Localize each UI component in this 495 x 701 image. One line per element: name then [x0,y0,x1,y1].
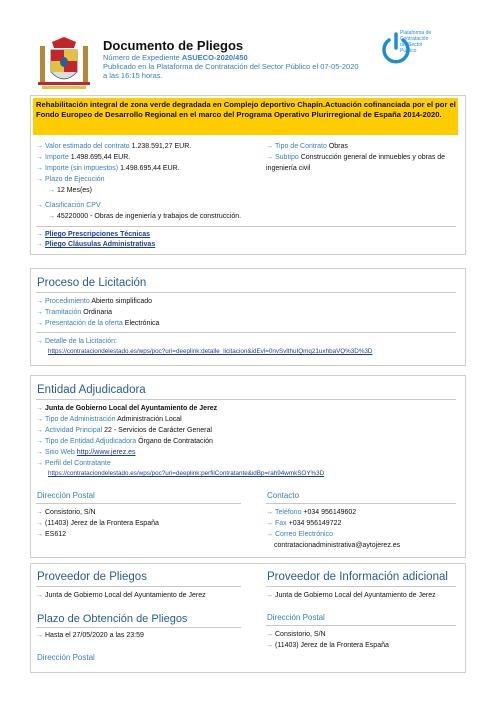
expediente-prefix: Número de Expediente [103,53,182,62]
info-nombre-row: → Junta de Gobierno Local del Ayuntamiento de Jerez [266,592,436,599]
direccion-row-1: → Consistorio, S/N [36,509,96,516]
plazo-obtencion-title: Plazo de Obtención de Pliegos [37,613,188,625]
coat-of-arms-logo [38,36,90,92]
divider [36,332,456,333]
arrow-icon: → [36,202,43,209]
info-direccion-row-2: → (11403) Jerez de la Frontera España [266,642,389,649]
platform-logo-text-2: Contratación [400,36,429,42]
correo-value: contratacionadministrativa@aytojerez.es [274,542,401,549]
pliego-tecnicas-link[interactable]: Pliego Prescripciones Técnicas [45,231,151,238]
arrow-icon: → [36,509,43,516]
arrow-icon: → [36,405,43,412]
platform-logo-text-4: Público [400,48,417,54]
tramitacion-row: → Tramitación Ordinaria [36,309,113,316]
subtipo-row: → Subtipo Construcción general de inmuebles y obras de [266,154,446,161]
summary-title: Rehabilitación integral de zona verde degradada en Complejo deportivo Chapín.Actuación cofinanciada por el por el Fondo Europeo de Desarrollo Regional en el marco del Programa Operativo Plurirregional de España 2014-2020. [36,100,456,119]
proveedor-nombre-row: → Junta de Gobierno Local del Ayuntamiento de Jerez [36,592,206,599]
pliego-tecnicas-link-row[interactable] [36,230,150,239]
tipo-admin-row: → Tipo de Administración Administración Local [36,416,182,423]
arrow-icon: → [266,642,273,649]
arrow-icon: → [36,438,43,445]
platform-logo-text-3: del Sector [400,42,423,48]
divider [266,586,456,587]
divider [36,586,241,587]
sitio-web-link[interactable]: http://www.jerez.es [76,449,136,456]
sitio-web-row: → Sitio Web http://www.jerez.es [36,449,136,456]
divider [266,625,456,626]
cpv-value-row: → 45220000 - Obras de ingeniería y trabajos de construcción. [48,213,242,220]
expediente-line [103,53,248,62]
arrow-icon: → [36,449,43,456]
fax-row: → Fax +034 956149722 [266,520,342,527]
divider [266,503,456,504]
divider [36,627,241,628]
arrow-icon: → [48,213,55,220]
platform-logo-text-1: Plataforma de [400,30,432,36]
tipo-entidad-row: → Tipo de Entidad Adjudicadora Órgano de Contratación [36,438,213,445]
detalle-label-row: → Detalle de la Licitación: [36,338,117,345]
arrow-icon: → [266,631,273,638]
arrow-icon: → [36,632,43,639]
document-title: Documento de Pliegos [103,38,244,53]
pliego-clausulas-link[interactable]: Pliego Cláusulas Administrativas [45,241,156,248]
contacto-title: Contacto [267,491,300,500]
published-time: a las 16:15 horas. [103,71,163,80]
info-title: Proveedor de Información adicional [267,571,448,583]
perfil-contratante-link[interactable]: https://contrataciondelestado.es/wps/poc?uri=deeplink:perfilContratante&idBp=rah94wmkSOY%3D [48,470,325,477]
procedimiento-row: → Procedimiento Abierto simplificado [36,298,153,305]
plazo-row: → Plazo de Ejecución [36,176,105,183]
arrow-icon: → [36,427,43,434]
arrow-icon: → [36,298,43,305]
info-direccion-row-1: → Consistorio, S/N [266,631,326,638]
arrow-icon: → [36,231,43,238]
importe-sin-row: → Importe (sin impuestos) 1.498.695,44 EUR. [36,165,180,172]
perfil-label-row: → Perfil del Contratante [36,460,111,467]
divider [36,226,456,227]
direccion-row-2: → (11403) Jerez de la Frontera España [36,520,159,527]
entidad-nombre-row: → Junta de Gobierno Local del Ayuntamiento de Jerez [36,405,218,412]
proveedor-direccion-title: Dirección Postal [37,653,95,662]
platform-logo [380,30,470,70]
detalle-licitacion-link[interactable]: https://contrataciondelestado.es/wps/poc?uri=deeplink:detalle_licitacion&idEvl=0nvSvlthuIQmq21uxhbaVQ%3D%3D [48,348,373,355]
arrow-icon: → [36,520,43,527]
actividad-row: → Actividad Principal 22 - Servicios de Carácter General [36,427,212,434]
arrow-icon: → [36,309,43,316]
cpv-label-row: → Clasificación CPV [36,202,101,209]
divider [36,399,456,400]
subtipo-row-2: ingeniería civil [266,165,311,172]
arrow-icon: → [36,460,43,467]
correo-label-row: → Correo Electrónico [266,531,333,538]
pliego-clausulas-link-row[interactable] [36,240,155,249]
arrow-icon: → [266,531,273,538]
presentacion-row: → Presentación de la oferta Electrónica [36,320,160,327]
arrow-icon: → [36,176,43,183]
plazo-obtencion-row: → Hasta el 27/05/2020 a las 23:59 [36,632,144,639]
arrow-icon: → [266,509,273,516]
arrow-icon: → [266,143,273,150]
arrow-icon: → [36,165,43,172]
telefono-row: → Teléfono +034 956149602 [266,509,357,516]
published-line: Publicado en la Plataforma de Contratación del Sector Público el 07-05-2020 [103,62,359,71]
proceso-title: Proceso de Licitación [37,277,147,289]
arrow-icon: → [36,338,43,345]
info-direccion-title: Dirección Postal [267,613,325,622]
arrow-icon: → [36,416,43,423]
proveedor-title: Proveedor de Pliegos [37,571,147,583]
entidad-title: Entidad Adjudicadora [37,384,146,396]
arrow-icon: → [36,592,43,599]
arrow-icon: → [266,592,273,599]
divider [36,292,456,293]
arrow-icon: → [36,154,43,161]
tipo-row: → Tipo de Contrato Obras [266,143,348,150]
direccion-row-3: → ES612 [36,531,67,538]
plazo-value-row: → 12 Mes(es) [48,187,93,194]
arrow-icon: → [36,531,43,538]
arrow-icon: → [36,320,43,327]
arrow-icon: → [266,154,273,161]
divider [36,503,241,504]
expediente-number: ASUECO-2020/450 [181,53,248,62]
arrow-icon: → [36,143,43,150]
arrow-icon: → [36,241,43,248]
direccion-postal-title: Dirección Postal [37,491,95,500]
arrow-icon: → [48,187,55,194]
importe-row: → Importe 1.498.695,44 EUR. [36,154,131,161]
valor-row: → Valor estimado del contrato 1.238.591,27 EUR. [36,143,192,150]
arrow-icon: → [266,520,273,527]
